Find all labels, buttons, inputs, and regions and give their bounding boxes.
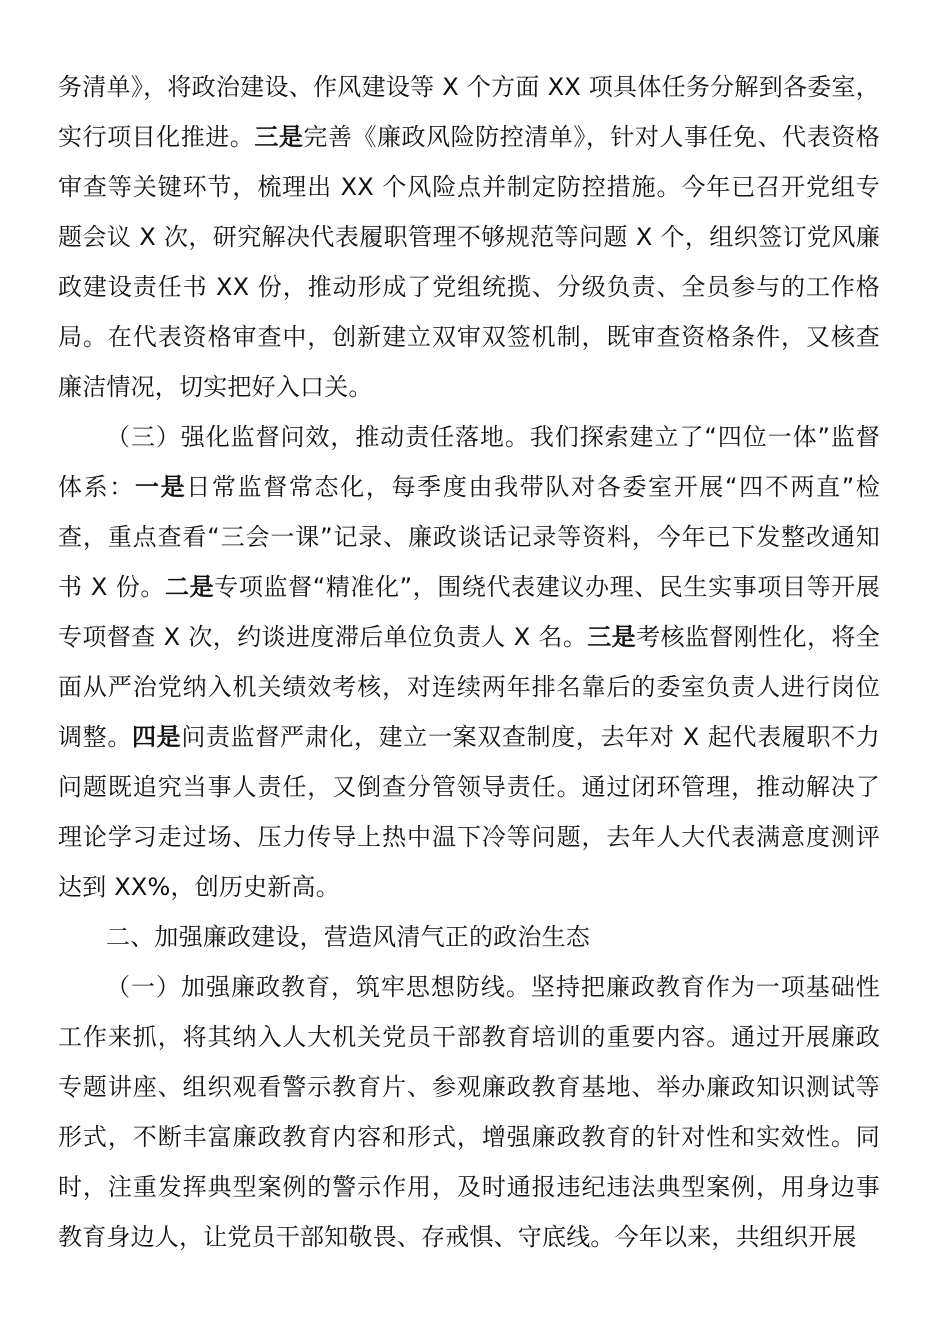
text-segment: （一）加强廉政教育，筑牢思想防线。坚持把廉政教育作为一项基础性工作来抓，将其纳入人大机关党员干部教育培训的重要内容。通过开展廉政专题讲座、组织观看警示教育片、参观廉政教育基地、举办廉政知识测试等形式，不断丰富廉政教育内容和形式，增强廉政教育的针对性和实效性。同时，注重发挥典型案例的警示作用，及时通报违纪违法典型案例，用身边事教育身边人，让党员干部知敬畏、存戒惧、守底线。今年以来，共组织开展: [58, 973, 880, 1251]
text-segment: 问责监督严肃化，建立一案双查制度，去年对 X 起代表履职不力问题既追究当事人责任，又倒查分管领导责任。通过闭环管理，推动解决了理论学习走过场、压力传导上热中温下冷等问题，去年人大代表满意度测评达到 XX%，创历史新高。: [58, 723, 880, 901]
text-segment: 日常监督常态化，每季度由我带队对各委室开展“四不两直”检查，重点查看“三会一课”记录、廉政谈话记录等资料，今年已下发整改通知书 X 份。: [58, 473, 880, 601]
bold-marker: 三是: [587, 623, 637, 651]
text-segment: 专项监督“精准化”，围绕代表建议办理、民生实事项目等开展专项督查 X 次，约谈进度滞后单位负责人 X 名。: [58, 573, 881, 651]
bold-marker: 三是: [254, 123, 304, 151]
document-body: [58, 62, 880, 1262]
text-segment: 完善《廉政风险防控清单》，针对人事任免、代表资格审查等关键环节，梳理出 XX 个风险点并制定防控措施。今年已召开党组专题会议 X 次，研究解决代表履职管理不够规范等问题 X 个，组织签订党风廉政建设责任书 XX 份，推动形成了党组统揽、分级负责、全员参与的工作格局。在代表资格审查中，创新建立双审双签机制，既审查资格条件，又核查廉洁情况，切实把好入口关。: [58, 123, 880, 401]
text-segment: 二、加强廉政建设，营造风清气正的政治生态: [106, 923, 590, 951]
text-segment: 考核监督刚性化，将全面从严治党纳入机关绩效考核，对连续两年排名靠后的委室负责人进行岗位调整。: [58, 623, 880, 751]
section-heading: [58, 912, 880, 962]
paragraph-education: [58, 962, 880, 1262]
bold-marker: 二是: [165, 573, 215, 601]
paragraph-continuation: [58, 62, 880, 412]
bold-marker: 一是: [134, 473, 187, 501]
text-segment: （三）强化监督问效，推动责任落地。我们探索建立了“四位一体”监督体系：: [58, 423, 880, 501]
text-segment: 务清单》，将政治建设、作风建设等 X 个方面 XX 项具体任务分解到各委室，实行项目化推进。: [58, 73, 880, 151]
paragraph-supervision: [58, 412, 880, 912]
bold-marker: 四是: [132, 723, 182, 751]
